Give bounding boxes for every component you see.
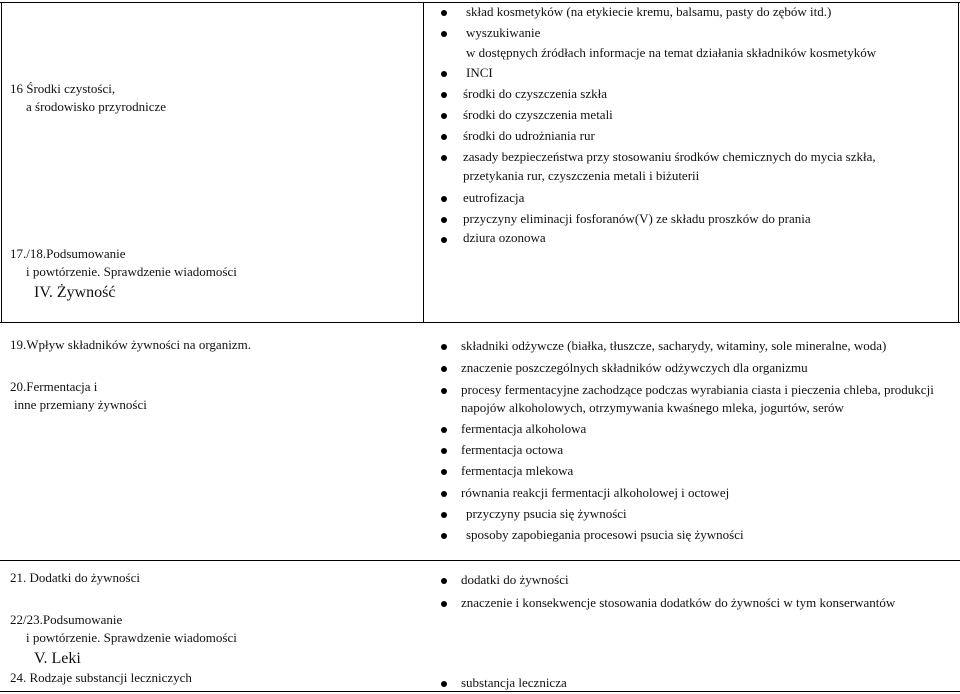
- topic-20-line2: inne przemiany żywności: [14, 397, 147, 412]
- row2-bottom-border: [0, 560, 960, 561]
- list-item: fermentacja alkoholowa: [461, 421, 587, 436]
- bullet-icon: [441, 681, 447, 687]
- list-item: przyczyny psucia się żywności: [466, 506, 627, 521]
- bullet-icon: [441, 31, 447, 37]
- list-item: dziura ozonowa: [463, 230, 546, 245]
- row1-bottom-border: [0, 322, 960, 323]
- list-item: znaczenie i konsekwencje stosowania dodatków do żywności w tym konserwantów: [461, 595, 896, 610]
- bullet-icon: [441, 533, 447, 539]
- bullet-icon: [441, 578, 447, 584]
- bullet-icon: [441, 10, 447, 16]
- bullet-icon: [441, 92, 447, 98]
- bullet-icon: [441, 344, 447, 350]
- bullet-icon: [441, 469, 447, 475]
- bullet-icon: [441, 113, 447, 119]
- list-item: skład kosmetyków (na etykiecie kremu, balsamu, pasty do zębów itd.): [466, 4, 832, 19]
- list-item: równania reakcji fermentacji alkoholowej i octowej: [461, 485, 730, 500]
- bullet-icon: [441, 388, 447, 394]
- bullet-icon: [441, 491, 447, 497]
- list-item: dodatki do żywności: [461, 572, 569, 587]
- list-item: środki do czyszczenia szkła: [463, 86, 608, 101]
- topic-17-line1: 17./18.Podsumowanie: [10, 246, 126, 261]
- topic-19: 19.Wpływ składników żywności na organizm.: [10, 337, 251, 352]
- bullet-icon: [441, 155, 447, 161]
- bullet-icon: [441, 217, 447, 223]
- table-left-border: [1, 2, 2, 322]
- list-item: procesy fermentacyjne zachodzące podczas wyrabiania ciasta i pieczenia chleba, produkcji: [461, 382, 934, 397]
- bullet-icon: [441, 134, 447, 140]
- bullet-icon: [441, 427, 447, 433]
- bullet-icon: [441, 237, 447, 243]
- list-item: substancja lecznicza: [461, 675, 567, 690]
- bullet-icon: [441, 71, 447, 77]
- column-divider: [423, 2, 424, 322]
- table-top-border: [0, 2, 960, 3]
- topic-16-line2: a środowisko przyrodnicze: [26, 99, 167, 114]
- list-item: zasady bezpieczeństwa przy stosowaniu środków chemicznych do mycia szkła,: [463, 149, 876, 164]
- bullet-icon: [441, 448, 447, 454]
- list-item: przyczyny eliminacji fosforanów(V) ze składu proszków do prania: [463, 211, 811, 226]
- topic-21: 21. Dodatki do żywności: [10, 570, 140, 585]
- bullet-icon: [441, 512, 447, 518]
- topic-17-line2: i powtórzenie. Sprawdzenie wiadomości: [26, 264, 237, 279]
- topic-22-line1: 22/23.Podsumowanie: [10, 612, 123, 627]
- bullet-icon: [441, 366, 447, 372]
- list-item: fermentacja mlekowa: [461, 463, 574, 478]
- list-item: środki do czyszczenia metali: [463, 107, 613, 122]
- section-v-heading: V. Leki: [34, 650, 81, 667]
- list-item: wyszukiwanie: [466, 25, 541, 40]
- topic-22-line2: i powtórzenie. Sprawdzenie wiadomości: [26, 630, 237, 645]
- section-iv-heading: IV. Żywność: [34, 284, 116, 301]
- list-item: sposoby zapobiegania procesowi psucia się żywności: [466, 527, 744, 542]
- table-right-border: [958, 2, 959, 322]
- table-bottom-border: [0, 691, 960, 692]
- list-item-continuation: w dostępnych źródłach informacje na temat działania składników kosmetyków: [466, 45, 877, 60]
- topic-20-line1: 20.Fermentacja i: [10, 379, 98, 394]
- topic-24: 24. Rodzaje substancji leczniczych: [10, 670, 192, 685]
- list-item: znaczenie poszczególnych składników odżywczych dla organizmu: [461, 360, 808, 375]
- list-item-continuation: przetykania rur, czyszczenia metali i biżuterii: [463, 168, 700, 183]
- list-item: środki do udrożniania rur: [463, 128, 595, 143]
- list-item-continuation: napojów alkoholowych, otrzymywania kwaśnego mleka, jogurtów, serów: [461, 400, 844, 415]
- list-item: eutrofizacja: [463, 190, 525, 205]
- list-item: fermentacja octowa: [461, 442, 564, 457]
- list-item: składniki odżywcze (białka, tłuszcze, sacharydy, witaminy, sole mineralne, woda): [461, 338, 887, 353]
- list-item: INCI: [466, 65, 493, 80]
- topic-16-line1: 16 Środki czystości,: [10, 81, 116, 96]
- bullet-icon: [441, 196, 447, 202]
- bullet-icon: [441, 601, 447, 607]
